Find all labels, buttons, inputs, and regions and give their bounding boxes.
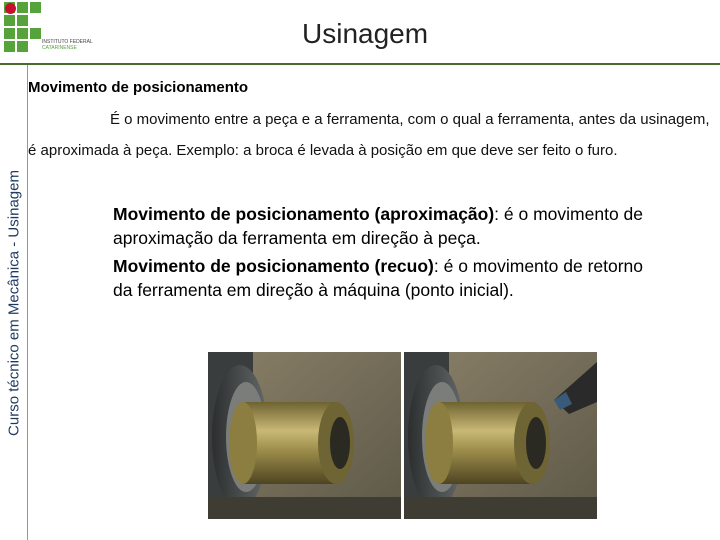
institute-name-line2: CATARINENSE bbox=[42, 45, 77, 51]
institute-logo bbox=[4, 2, 44, 54]
bullet-retreat-text: : é o movimento de retorno da ferramenta em direção à máquina (ponto inicial). bbox=[113, 256, 644, 300]
intro-paragraph-text: É o movimento entre a peça e a ferramenta, com o qual a ferramenta, antes da usinagem, é aproximada à peça. Exemplo: a broca é levada à posição em que deve ser feito o furo. bbox=[28, 111, 710, 159]
page-title: Usinagem bbox=[302, 18, 429, 49]
institute-name-line1: INSTITUTO FEDERAL bbox=[42, 39, 93, 45]
institute-name bbox=[42, 39, 93, 51]
bullet-approach-term: Movimento de posicionamento (aproximação) bbox=[113, 204, 495, 224]
section-subheading: Movimento de posicionamento bbox=[28, 79, 249, 96]
photo-lathe-approach bbox=[404, 352, 597, 519]
photo-lathe-retracted bbox=[208, 352, 401, 519]
bullet-approach bbox=[113, 202, 643, 250]
bullet-list bbox=[113, 202, 643, 306]
sidebar-label: Curso técnico em Mecânica - Usinagem bbox=[5, 170, 23, 436]
intro-paragraph bbox=[28, 104, 718, 166]
header-divider bbox=[0, 63, 720, 65]
bullet-retreat bbox=[113, 254, 643, 302]
logo-dot bbox=[5, 3, 16, 14]
bullet-approach-text: : é o movimento de aproximação da ferramenta em direção à peça. bbox=[113, 204, 643, 248]
bullet-retreat-term: Movimento de posicionamento (recuo) bbox=[113, 256, 434, 276]
